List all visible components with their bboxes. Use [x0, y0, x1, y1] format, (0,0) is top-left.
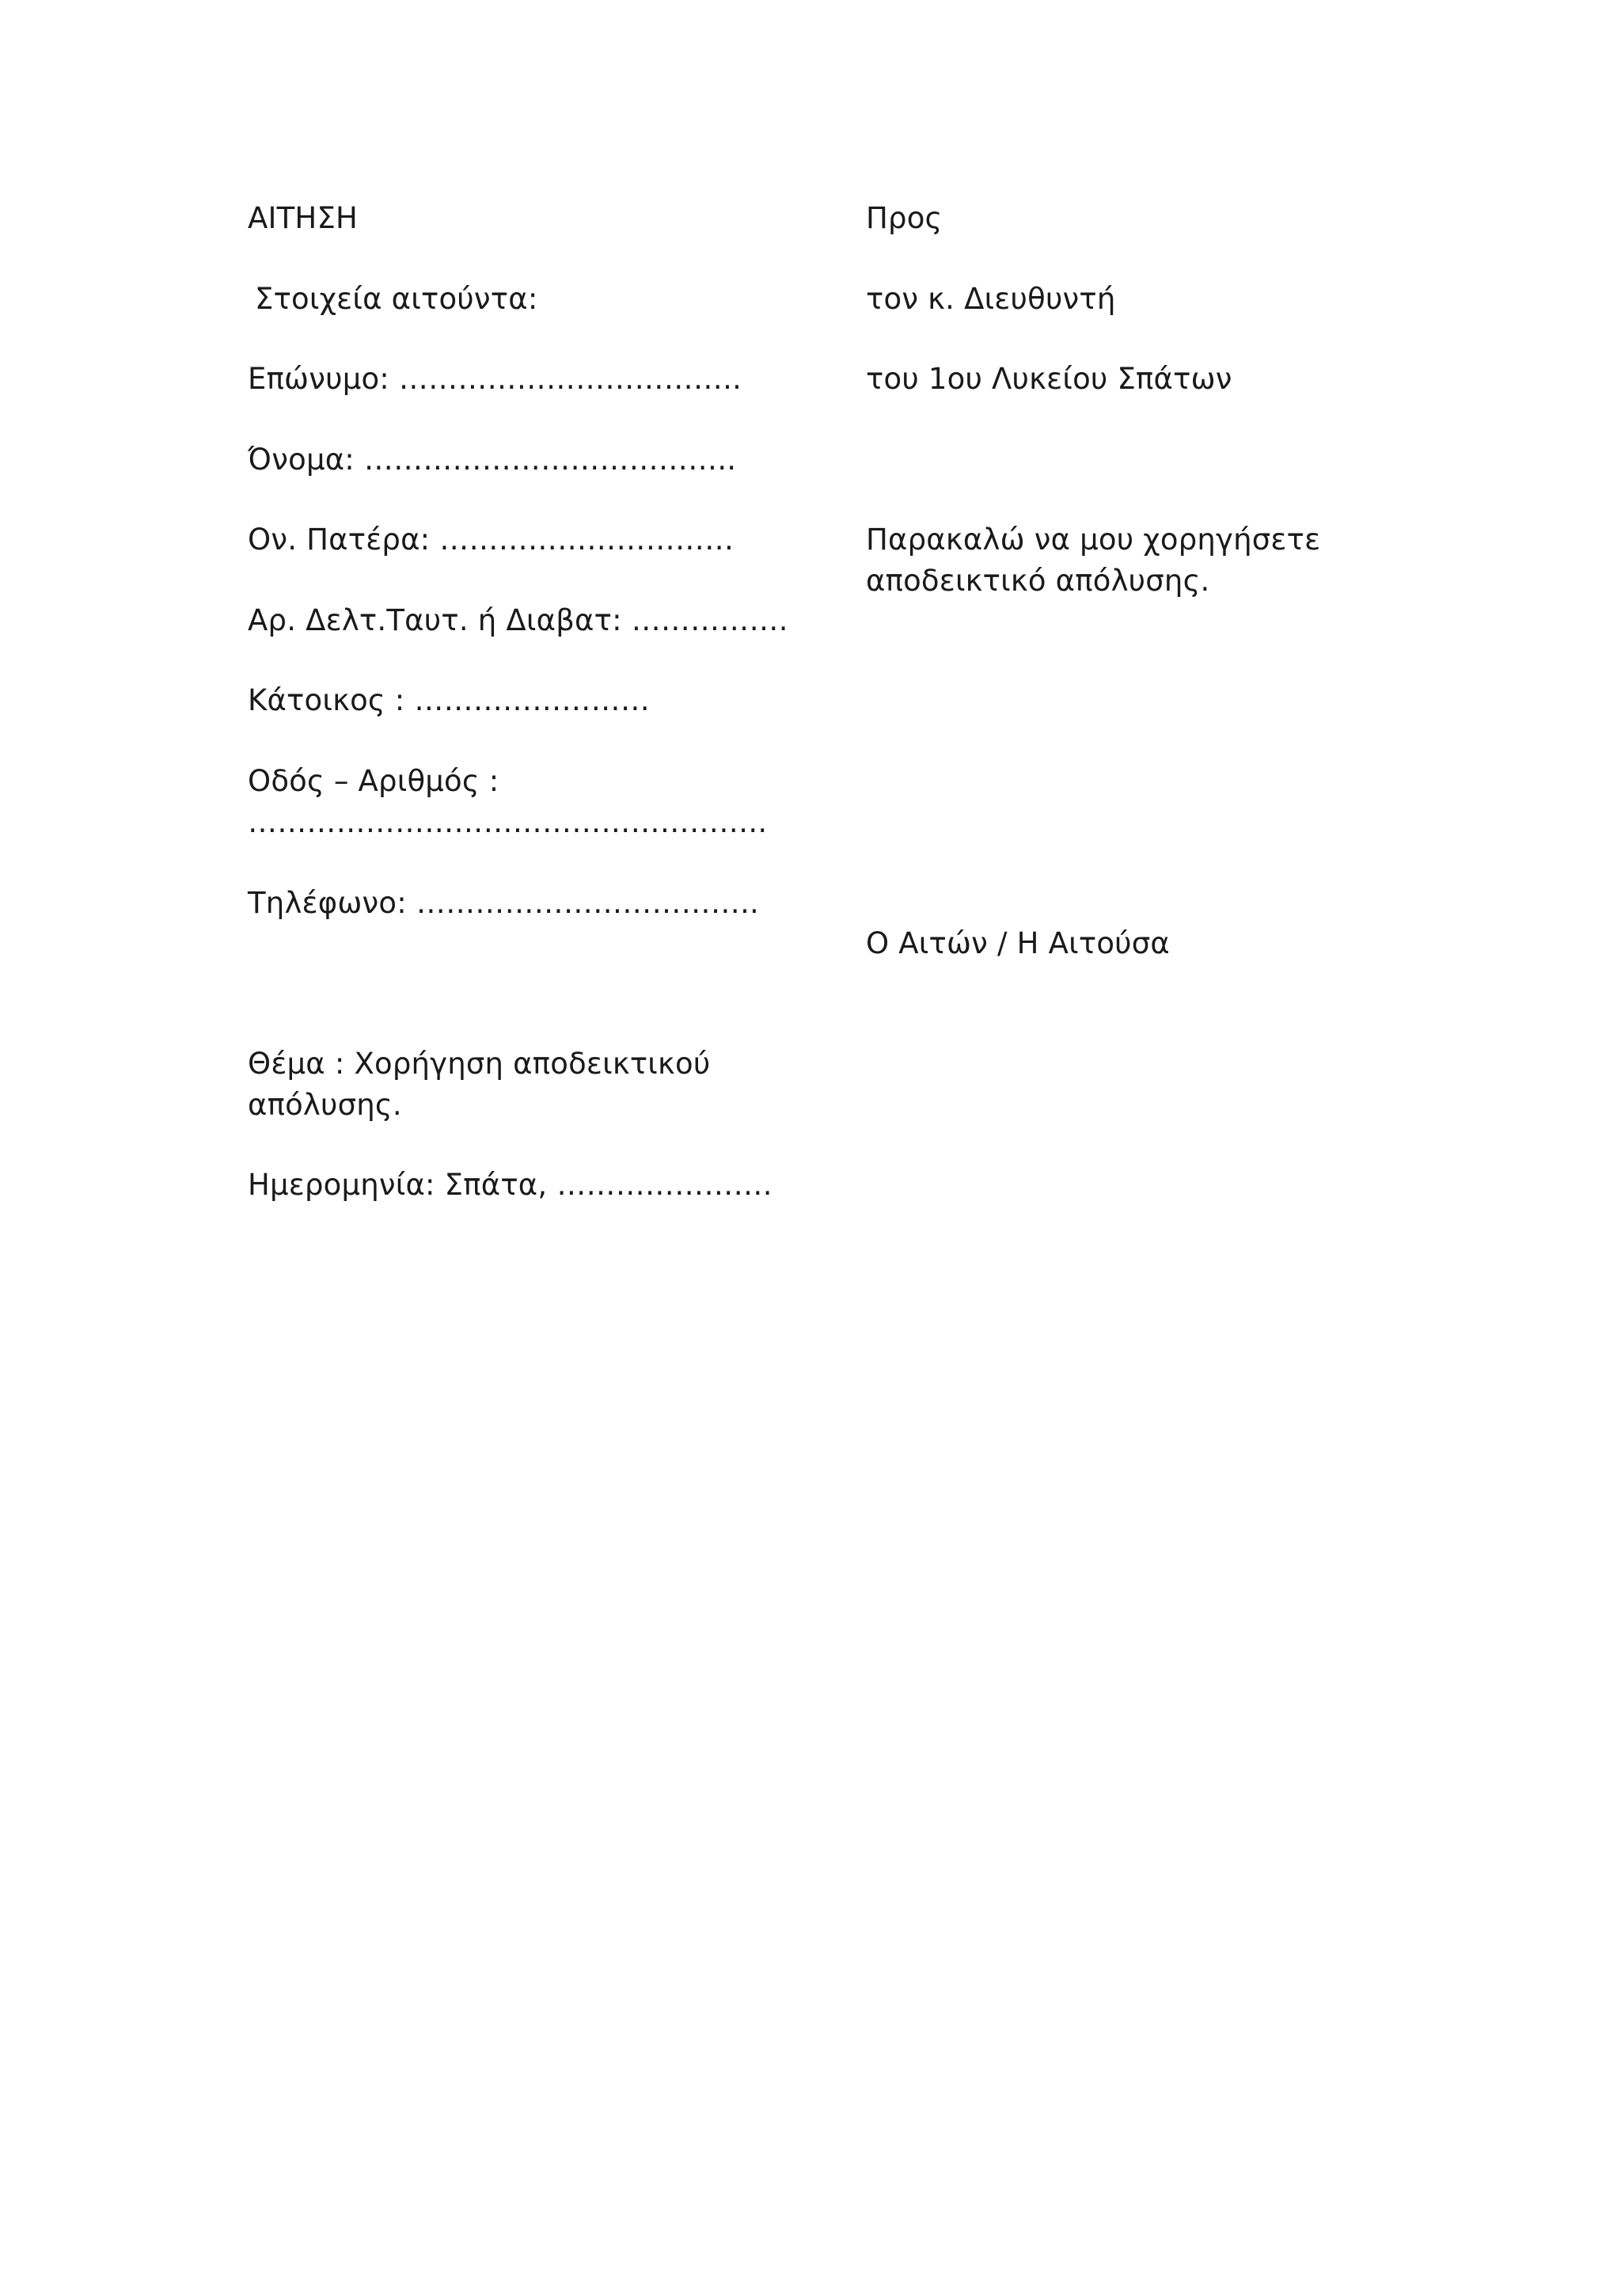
signature-label: Ο Αιτών / Η Αιτούσα: [866, 926, 1171, 960]
recipient-to: Προς: [866, 201, 943, 235]
id-number-field: Αρ. Δελτ.Ταυτ. ή Διαβατ: …………….: [248, 603, 788, 637]
phone-field: Τηλέφωνο: ……………………………..: [248, 886, 759, 920]
document-title: ΑΙΤΗΣΗ: [248, 201, 359, 235]
street-dots: ……………………………………………..: [248, 805, 768, 839]
recipient-school: του 1ου Λυκείου Σπάτων: [866, 362, 1232, 396]
street-label: Οδός – Αριθμός :: [248, 764, 499, 798]
subject-line-2: απόλυσης.: [248, 1088, 402, 1122]
applicant-heading: Στοιχεία αιτούντα:: [255, 282, 538, 316]
request-line-2: αποδεικτικό απόλυσης.: [866, 564, 1210, 598]
subject-line-1: Θέμα : Χορήγηση αποδεικτικού: [248, 1047, 711, 1081]
request-line-1: Παρακαλώ να μου χορηγήσετε: [866, 523, 1321, 557]
surname-field: Επώνυμο: ……………………………..: [248, 362, 742, 396]
name-field: Όνομα: ………………………………..: [248, 443, 737, 477]
date-field: Ημερομηνία: Σπάτα, ………………….: [248, 1168, 773, 1202]
resident-field: Κάτοικος : ……………………: [248, 683, 651, 717]
father-name-field: Ον. Πατέρα: …………………………: [248, 523, 735, 557]
recipient-title: τον κ. Διευθυντή: [866, 282, 1116, 316]
